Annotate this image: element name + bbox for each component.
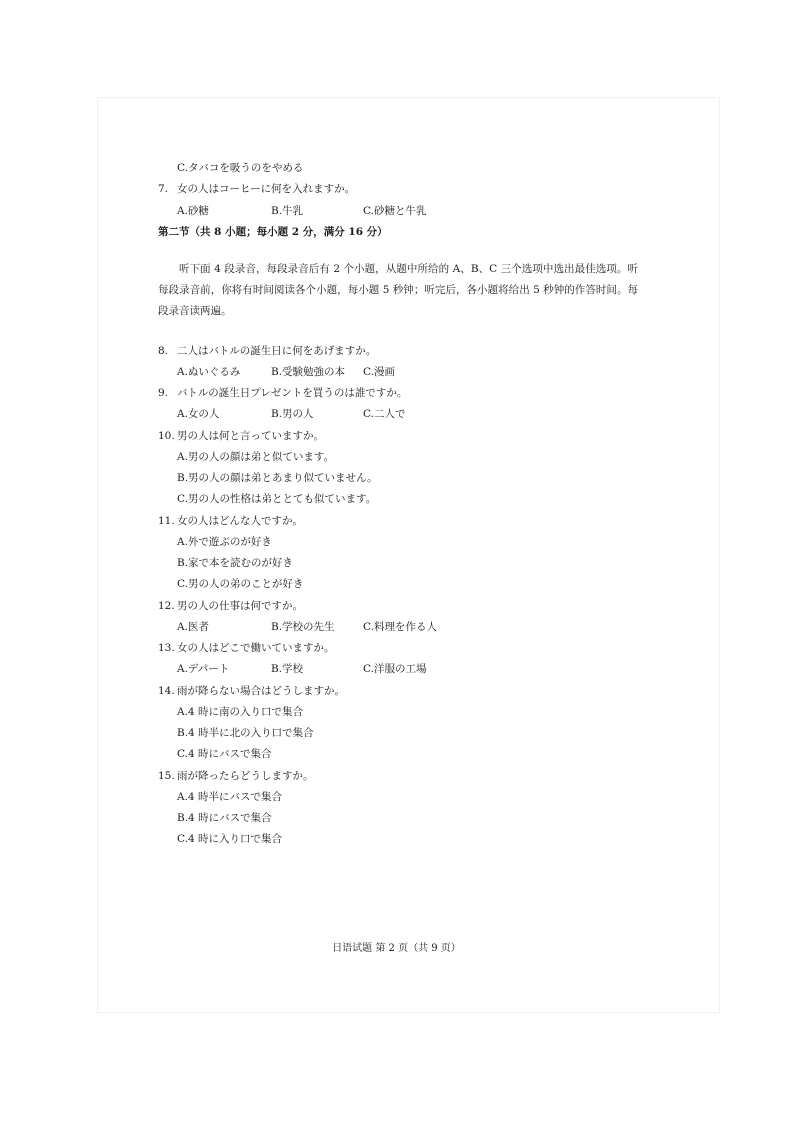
q10-option-a: A.男の人の顔は弟と似ています。 xyxy=(177,451,335,463)
q8-text: 二人はバトルの誕生日に何をあげますか。 xyxy=(177,345,377,357)
q8-option-b: B.受験勉強の本 xyxy=(271,366,346,378)
q12-option-c: C.料理を作る人 xyxy=(363,621,437,633)
q11-option-c: C.男の人の弟のことが好き xyxy=(177,578,304,590)
q13-number: 13. xyxy=(158,642,175,654)
q15-text: 雨が降ったらどうしますか。 xyxy=(177,770,314,782)
q12-number: 12. xyxy=(158,600,175,612)
q14-option-a: A.4 時に南の入り口で集合 xyxy=(177,706,303,718)
q14-option-b: B.4 時半に北の入り口で集合 xyxy=(177,727,314,739)
q9-number: 9. xyxy=(158,387,169,399)
q9-option-b: B.男の人 xyxy=(271,408,314,420)
q11-option-a: A.外で遊ぶのが好き xyxy=(177,536,272,548)
q12-text: 男の人の仕事は何ですか。 xyxy=(177,600,303,612)
q9-text: バトルの誕生日プレゼントを買うのは誰ですか。 xyxy=(177,387,408,399)
q13-text: 女の人はどこで働いていますか。 xyxy=(177,642,335,654)
section-heading: 第二节（共 8 小题；每小题 2 分，满分 16 分） xyxy=(158,226,388,238)
q14-number: 14. xyxy=(158,685,175,697)
q14-text: 雨が降らない場合はどうしますか。 xyxy=(177,685,345,697)
q12-option-b: B.学校の先生 xyxy=(271,621,335,633)
q7-number: 7. xyxy=(158,183,169,195)
q15-option-a: A.4 時半にバスで集合 xyxy=(177,791,282,803)
q6-option-c: C.タバコを吸うのをやめる xyxy=(177,162,304,174)
q8-number: 8. xyxy=(158,345,169,357)
q14-option-c: C.4 時にバスで集合 xyxy=(177,748,272,760)
q7-option-a: A.砂糖 xyxy=(177,205,209,217)
page-footer: 日语试题 第 2 页（共 9 页） xyxy=(332,943,461,954)
q13-option-c: C.洋服の工場 xyxy=(363,663,427,675)
q15-option-c: C.4 時に入り口で集合 xyxy=(177,833,283,845)
q11-number: 11. xyxy=(158,515,175,527)
q15-number: 15. xyxy=(158,770,175,782)
q11-text: 女の人はどんな人ですか。 xyxy=(177,515,303,527)
q9-option-c: C.二人で xyxy=(363,408,406,420)
q8-option-c: C.漫画 xyxy=(363,366,395,378)
q10-number: 10. xyxy=(158,430,175,442)
q7-text: 女の人はコーヒーに何を入れますか。 xyxy=(177,183,356,195)
q15-option-b: B.4 時にバスで集合 xyxy=(177,812,272,824)
q10-option-c: C.男の人の性格は弟ととても似ています。 xyxy=(177,493,377,505)
q13-option-b: B.学校 xyxy=(271,663,304,675)
q10-text: 男の人は何と言っていますか。 xyxy=(177,430,324,442)
q8-option-a: A.ぬいぐるみ xyxy=(177,366,241,378)
q13-option-a: A.デパート xyxy=(177,663,230,675)
q9-option-a: A.女の人 xyxy=(177,408,220,420)
section-instructions: 听下面 4 段录音，每段录音后有 2 个小题，从题中所给的 A、B、C 三个选项中选出最佳选项。听每段录音前，你将有时间阅读各个小题，每小题 5 秒钟；听完后，各小题将给出 5 秒钟的作答时间。每段录音读两遍。 xyxy=(158,263,638,317)
q7-option-c: C.砂糖と牛乳 xyxy=(363,205,427,217)
q12-option-a: A.医者 xyxy=(177,621,209,633)
q10-option-b: B.男の人の顔は弟とあまり似ていません。 xyxy=(177,472,378,484)
q11-option-b: B.家で本を読むのが好き xyxy=(177,557,294,569)
q7-option-b: B.牛乳 xyxy=(271,205,304,217)
